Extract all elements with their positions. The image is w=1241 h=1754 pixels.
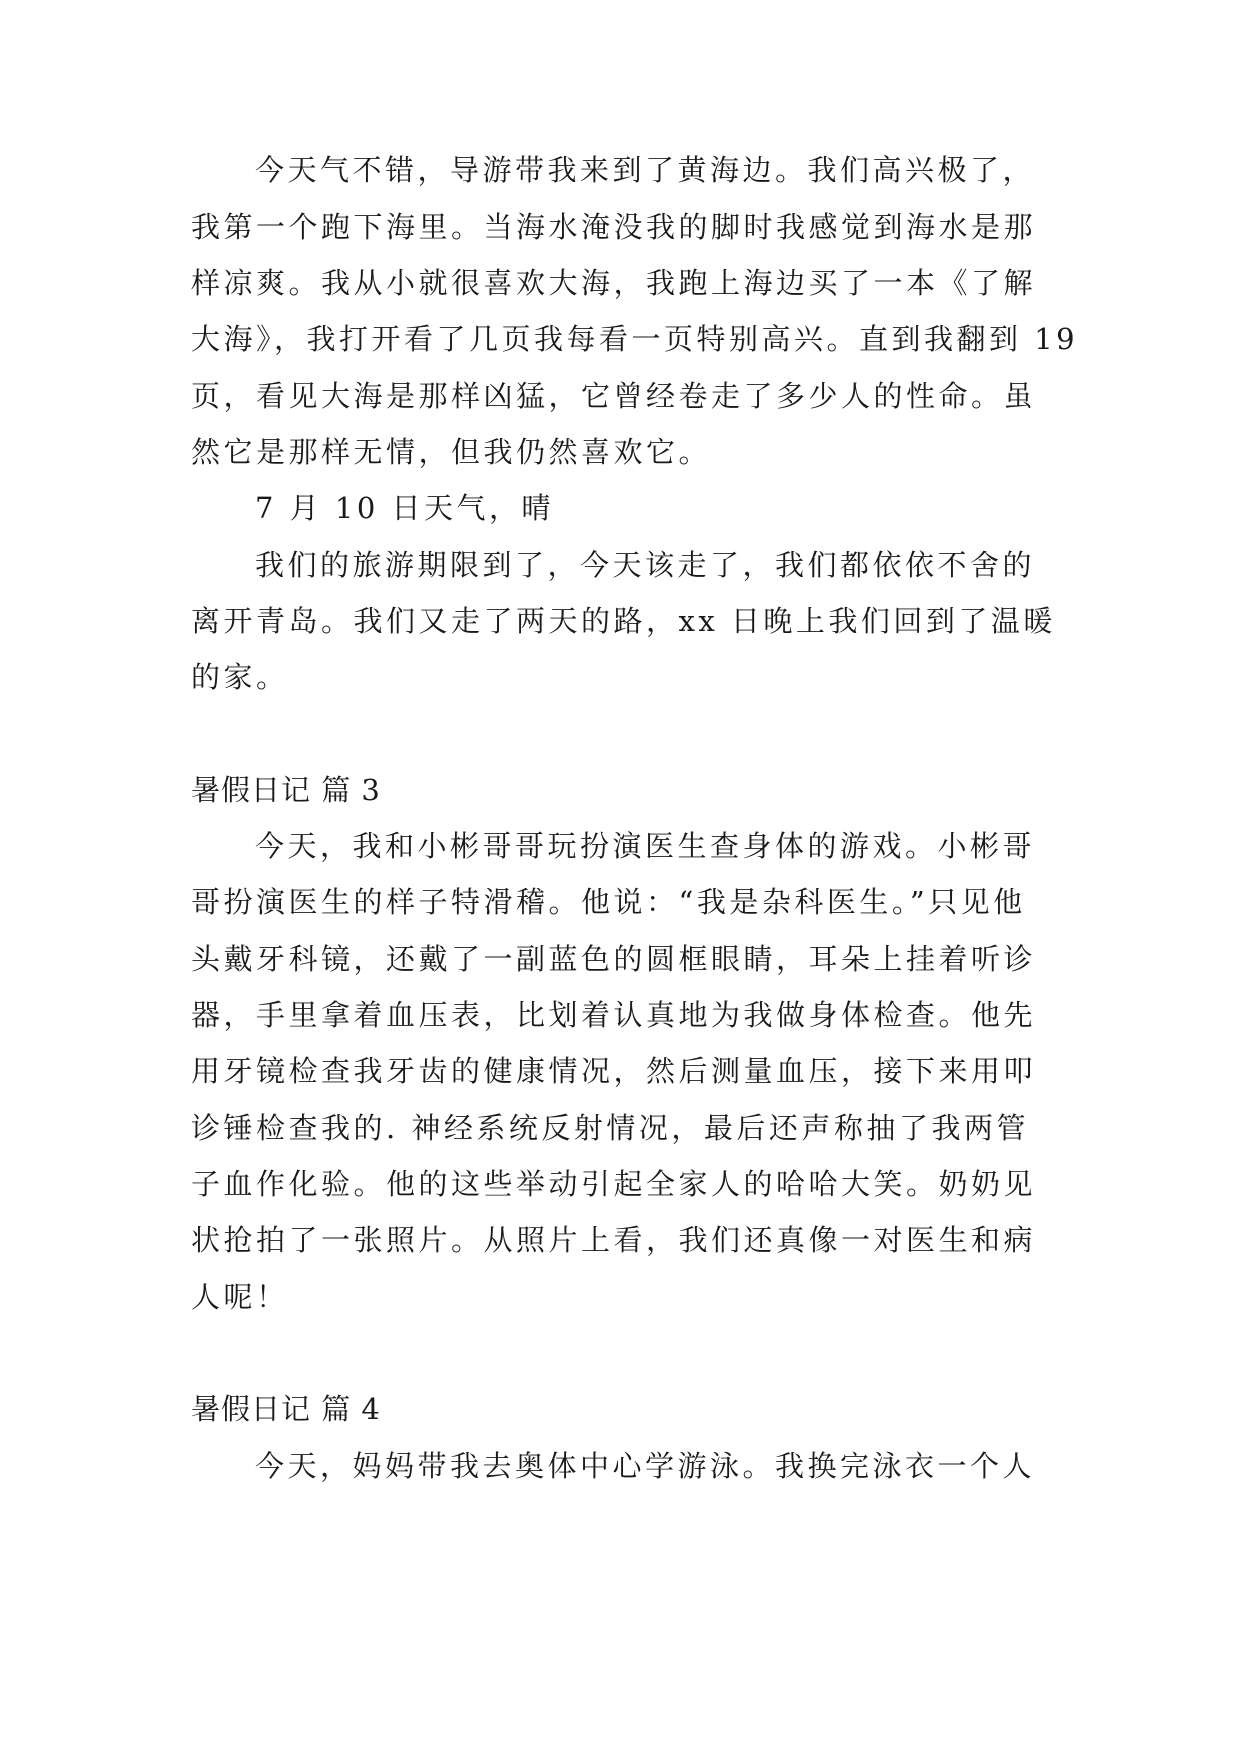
section-heading: 暑假日记 篇 4: [191, 1392, 381, 1426]
paragraph-line: 今天，我和小彬哥哥玩扮演医生查身体的游戏。小彬哥: [255, 829, 1036, 863]
paragraph-line: 子血作化验。他的这些举动引起全家人的哈哈大笑。奶奶见: [191, 1167, 1037, 1201]
paragraph-line: 用牙镜检查我牙齿的健康情况，然后测量血压，接下来用叩: [191, 1054, 1037, 1088]
paragraph-line: 诊锤检查我的. 神经系统反射情况，最后还声称抽了我两管: [191, 1111, 1029, 1145]
paragraph-line: 器，手里拿着血压表，比划着认真地为我做身体检查。他先: [191, 998, 1037, 1032]
paragraph-line: 然它是那样无情，但我仍然喜欢它。: [191, 435, 712, 469]
paragraph-line: 今天气不错，导游带我来到了黄海边。我们高兴极了，: [255, 153, 1036, 187]
paragraph-line: 今天，妈妈带我去奥体中心学游泳。我换完泳衣一个人: [255, 1449, 1036, 1483]
paragraph-line: 离开青岛。我们又走了两天的路，xx 日晚上我们回到了温暖: [191, 604, 1056, 638]
paragraph-line: 的家。: [191, 660, 289, 694]
section-heading: 暑假日记 篇 3: [191, 773, 381, 807]
paragraph-line: 人呢！: [191, 1280, 289, 1314]
paragraph-line: 页，看见大海是那样凶猛，它曾经卷走了多少人的性命。虽: [191, 379, 1037, 413]
paragraph-line: 哥扮演医生的样子特滑稽。他说：“我是杂科医生。”只见他: [191, 885, 1026, 919]
paragraph-line: 头戴牙科镜，还戴了一副蓝色的圆框眼睛，耳朵上挂着听诊: [191, 942, 1037, 976]
paragraph-line: 状抢拍了一张照片。从照片上看，我们还真像一对医生和病: [191, 1223, 1037, 1257]
paragraph-line: 我们的旅游期限到了，今天该走了，我们都依依不舍的: [255, 548, 1036, 582]
paragraph-line: 大海》，我打开看了几页我每看一页特别高兴。直到我翻到 19: [191, 322, 1079, 356]
paragraph-line: 样凉爽。我从小就很喜欢大海，我跑上海边买了一本《了解: [191, 266, 1037, 300]
date-line: 7 月 10 日天气，晴: [255, 491, 555, 525]
paragraph-line: 我第一个跑下海里。当海水淹没我的脚时我感觉到海水是那: [191, 210, 1037, 244]
